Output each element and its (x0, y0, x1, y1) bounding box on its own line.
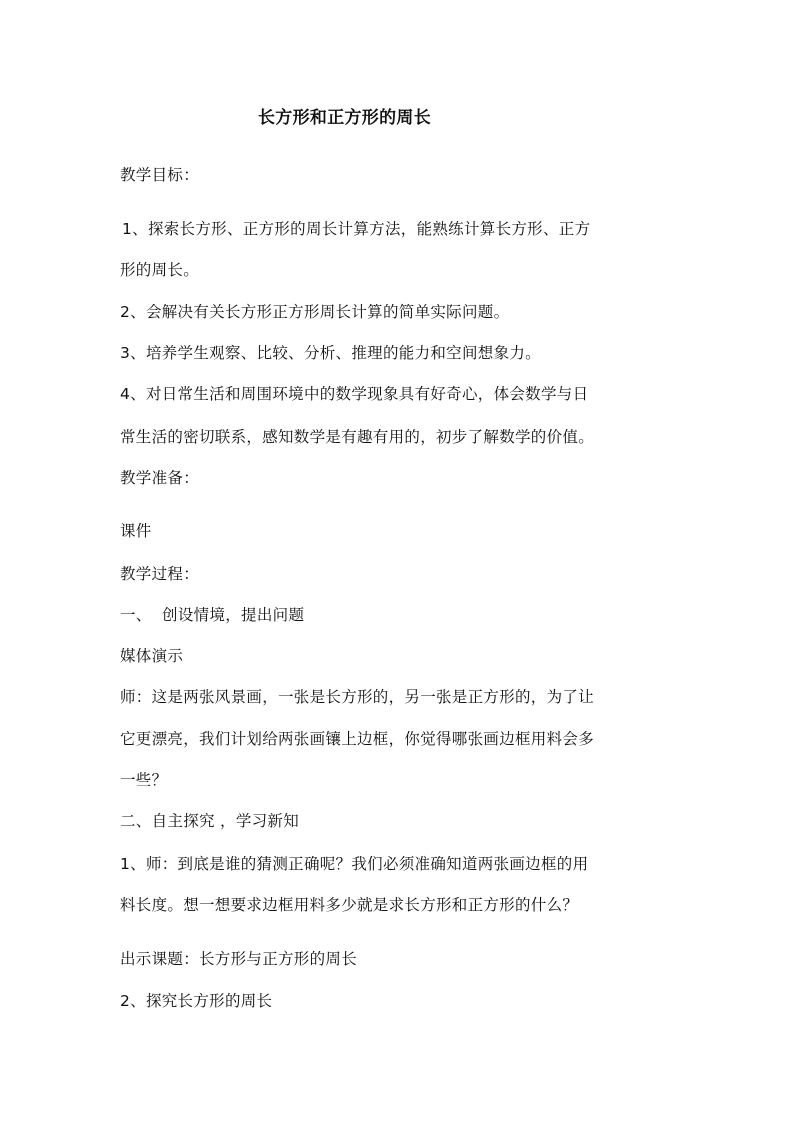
section-2-heading: 二、自主探究 ，学习新知 (120, 812, 300, 830)
goal-4-line-1: 4、对日常生活和周围环境中的数学现象具有好奇心，体会数学与日 (120, 385, 589, 403)
goal-1-line-2: 形的周长。 (120, 261, 200, 279)
step-1-line-2: 料长度。想一想要求边框用料多少就是求长方形和正方形的什么？ (120, 896, 579, 914)
media-demo: 媒体演示 (120, 647, 184, 665)
teacher-line-2: 它更漂亮，我们计划给两张画镶上边框，你觉得哪张画边框用料会多 (120, 730, 595, 748)
teacher-line-3: 一些？ (120, 771, 168, 789)
goal-4-line-2: 常生活的密切联系，感知数学是有趣有用的，初步了解数学的价值。 (120, 428, 595, 446)
goals-heading: 教学目标： (120, 166, 200, 184)
process-heading: 教学过程： (120, 565, 200, 583)
teacher-line-1: 师：这是两张风景画，一张是长方形的，另一张是正方形的，为了让 (120, 688, 595, 706)
document-title: 长方形和正方形的周长 (258, 108, 431, 128)
topic-line: 出示课题：长方形与正方形的周长 (120, 950, 358, 968)
prep-heading: 教学准备： (120, 469, 200, 487)
section-1-heading: 一、 创设情境，提出问题 (120, 606, 305, 624)
step-2: 2、探究长方形的周长 (120, 992, 273, 1010)
step-1-line-1: 1、师：到底是谁的猜测正确呢？我们必须准确知道两张画边框的用 (120, 855, 589, 873)
goal-3: 3、培养学生观察、比较、分析、推理的能力和空间想象力。 (120, 344, 541, 362)
goal-2: 2、会解决有关长方形正方形周长计算的简单实际问题。 (120, 303, 510, 321)
prep-item: 课件 (120, 522, 152, 540)
goal-1-line-1: 1、探索长方形、正方形的周长计算方法，能熟练计算长方形、正方 (122, 220, 591, 238)
